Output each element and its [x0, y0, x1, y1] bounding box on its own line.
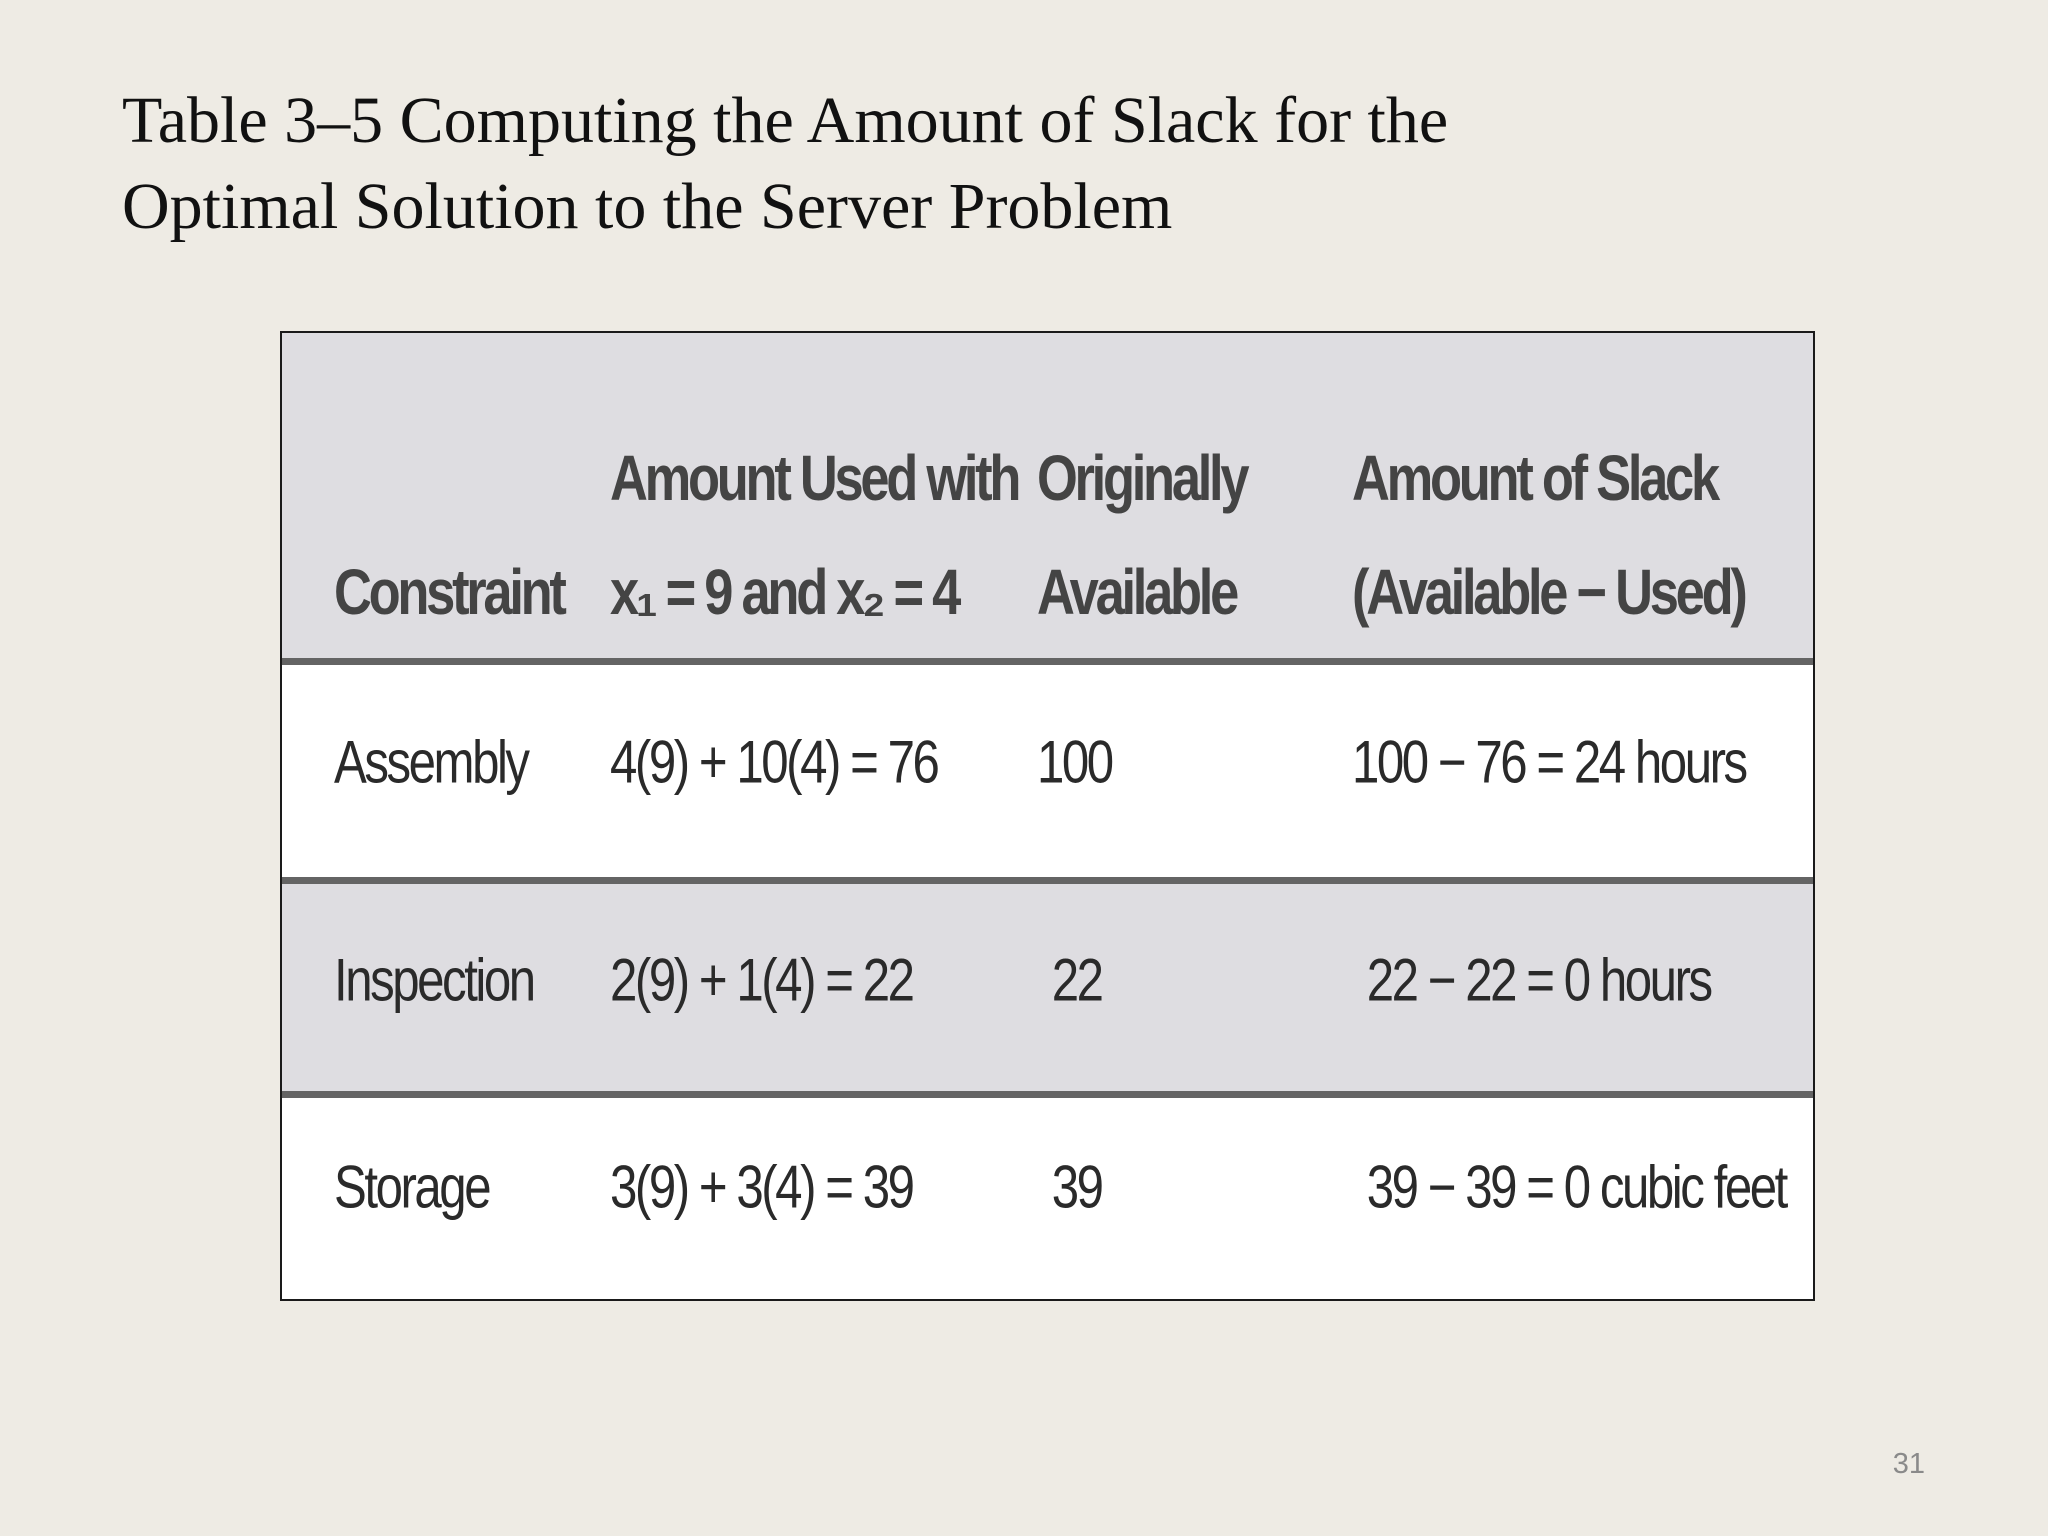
row-amount-used: 3(9) + 3(4) = 39 [610, 1153, 913, 1221]
header-originally-available [1037, 421, 1246, 649]
header-slack-line-2: (Available − Used) [1352, 556, 1745, 628]
row-available: 100 [1037, 728, 1112, 796]
slide-title-line-2: Optimal Solution to the Server Problem [122, 170, 1173, 243]
slack-table [280, 331, 1815, 1301]
row-constraint: Inspection [334, 946, 534, 1014]
slide-title [122, 78, 1722, 250]
row-constraint: Assembly [334, 728, 528, 796]
row-constraint: Storage [334, 1153, 490, 1221]
row-divider [282, 877, 1813, 884]
row-amount-used: 4(9) + 10(4) = 76 [610, 728, 938, 796]
header-amount-used-line-2: x₁ = 9 and x₂ = 4 [610, 556, 959, 628]
table-row [282, 881, 1813, 1095]
row-divider [282, 1091, 1813, 1098]
header-available-line-2: Available [1037, 556, 1236, 628]
row-slack: 22 − 22 = 0 hours [1366, 946, 1711, 1014]
row-available: 39 [1051, 1153, 1102, 1221]
table-row [282, 1095, 1813, 1301]
page-number: 31 [1892, 1448, 1925, 1480]
header-amount-used-line-1: Amount Used with [610, 442, 1019, 514]
row-available: 22 [1051, 946, 1102, 1014]
table-header-row [282, 333, 1813, 662]
header-amount-of-slack [1352, 421, 1745, 649]
header-slack-line-1: Amount of Slack [1352, 442, 1717, 514]
header-available-line-1: Originally [1037, 442, 1247, 514]
header-constraint: Constraint [334, 556, 564, 628]
slide-title-line-1: Table 3–5 Computing the Amount of Slack for the [122, 84, 1449, 157]
header-amount-used [610, 421, 1018, 649]
row-amount-used: 2(9) + 1(4) = 22 [610, 946, 913, 1014]
table-row [282, 662, 1813, 881]
row-divider [282, 658, 1813, 665]
row-slack: 100 − 76 = 24 hours [1352, 728, 1746, 796]
row-slack: 39 − 39 = 0 cubic feet [1366, 1153, 1786, 1221]
